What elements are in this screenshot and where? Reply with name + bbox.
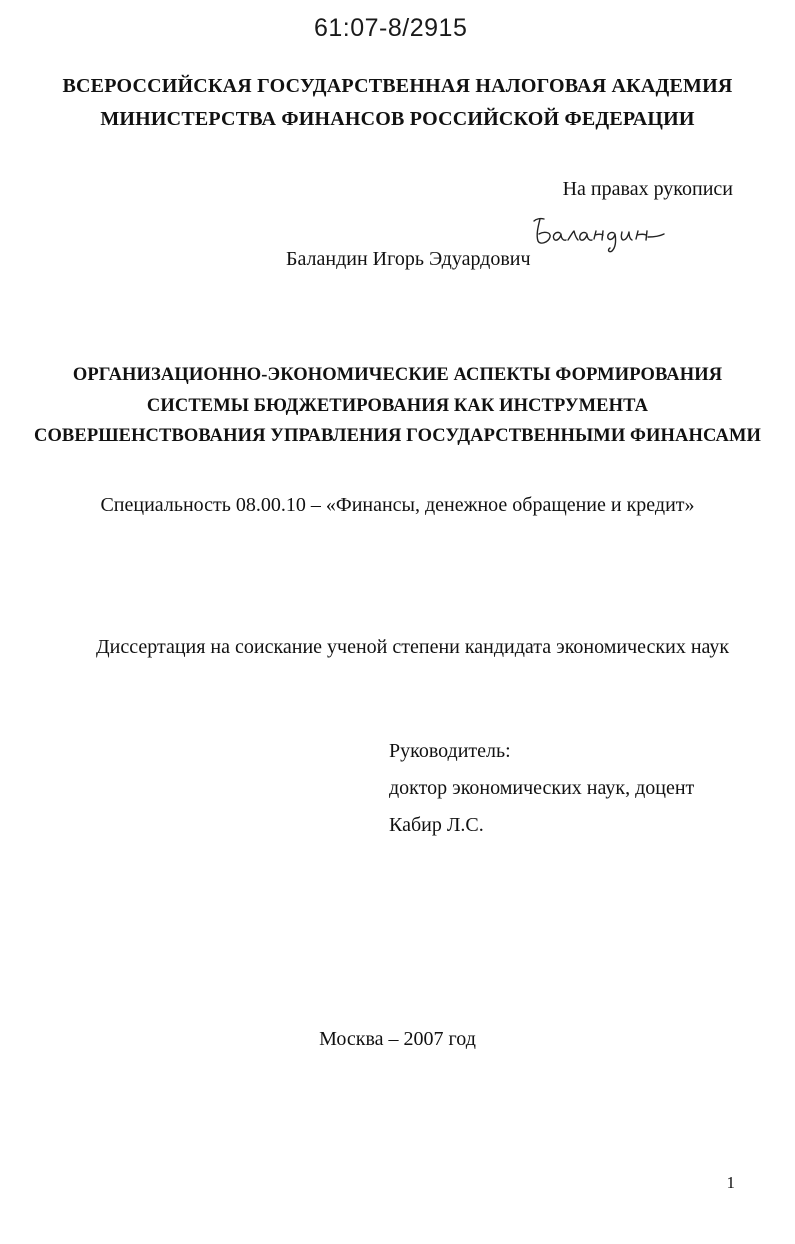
author-name: Баландин Игорь Эдуардович bbox=[286, 248, 531, 270]
title-line-1: ОРГАНИЗАЦИОННО-ЭКОНОМИЧЕСКИЕ АСПЕКТЫ ФОРМИРОВАНИЯ bbox=[72, 365, 723, 385]
city-year: Москва – 2007 год bbox=[319, 1028, 476, 1050]
title-line-2: СИСТЕМЫ БЮДЖЕТИРОВАНИЯ КАК ИНСТРУМЕНТА bbox=[146, 396, 649, 416]
handwritten-signature bbox=[530, 207, 670, 262]
archive-code: 61:07-8/2915 bbox=[314, 14, 468, 42]
degree-line: Диссертация на соискание ученой степени кандидата экономических наук bbox=[96, 636, 730, 658]
supervisor-credentials: доктор экономических наук, доцент bbox=[389, 777, 695, 799]
rights-note: На правах рукописи bbox=[562, 178, 733, 200]
supervisor-label: Руководитель: bbox=[389, 740, 511, 762]
specialty-line: Специальность 08.00.10 – «Финансы, денежное обращение и кредит» bbox=[100, 494, 695, 516]
supervisor-name: Кабир Л.С. bbox=[389, 814, 484, 836]
title-line-3: СОВЕРШЕНСТВОВАНИЯ УПРАВЛЕНИЯ ГОСУДАРСТВЕННЫМИ ФИНАНСАМИ bbox=[33, 426, 762, 446]
organization-line-2: МИНИСТЕРСТВА ФИНАНСОВ РОССИЙСКОЙ ФЕДЕРАЦИИ bbox=[100, 108, 695, 130]
page-number: 1 bbox=[726, 1173, 735, 1192]
organization-line-1: ВСЕРОССИЙСКАЯ ГОСУДАРСТВЕННАЯ НАЛОГОВАЯ АКАДЕМИЯ bbox=[62, 75, 733, 97]
